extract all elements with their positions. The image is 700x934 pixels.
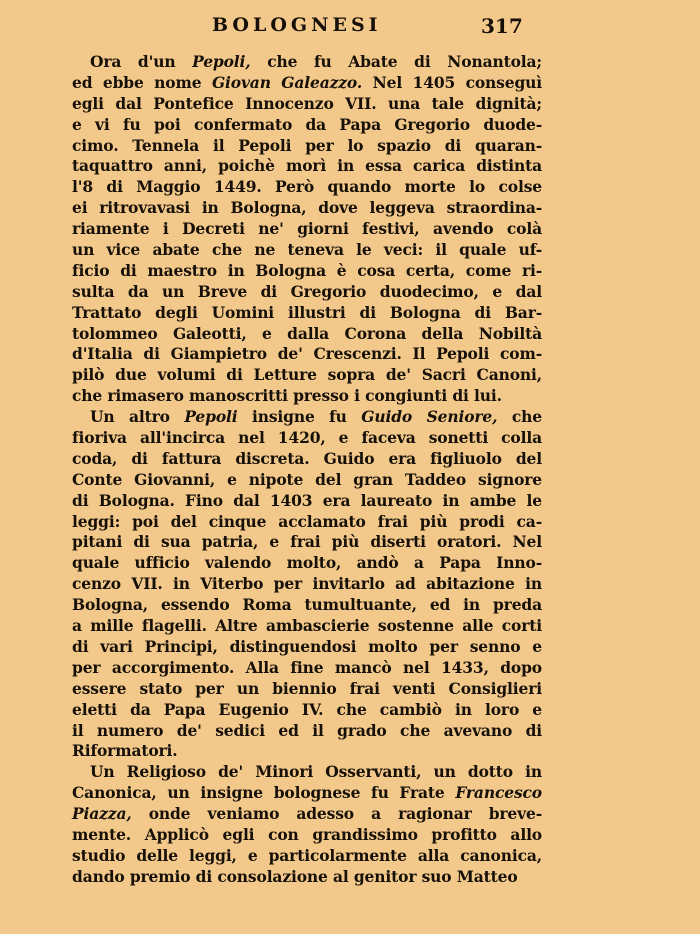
- italic-name: Francesco: [455, 783, 542, 803]
- italic-name: Giovan Galeazzo.: [211, 72, 363, 92]
- text-line: d'Italia di Giampietro de' Crescenzi. Il Pepoli com-: [72, 344, 542, 364]
- text-line: leggi: poi del cinque acclamato frai più prodi ca-: [72, 511, 542, 531]
- text-line: Un Religioso de' Minori Osservanti, un dotto in: [90, 762, 542, 782]
- text-line: e vi fu poi confermato da Papa Gregorio duode-: [72, 114, 542, 134]
- italic-name: Guido Seniore,: [361, 407, 498, 427]
- text-line: il numero de' sedici ed il grado che avevano di: [72, 720, 542, 740]
- text-line: studio delle leggi, e particolarmente alla canonica,: [72, 845, 542, 865]
- text-line: Canonica, un insigne bolognese fu Frate Francesco: [72, 783, 542, 803]
- text-line: ei ritrovavasi in Bologna, dove leggeva straordina-: [72, 198, 542, 218]
- text-line: Piazza, onde veniamo adesso a ragionar breve-: [72, 804, 542, 824]
- text-line: dando premio di consolazione al genitor suo Matteo: [72, 866, 518, 886]
- text-line: egli dal Pontefice Innocenzo VII. una tale dignità;: [72, 93, 542, 113]
- body-text: [72, 52, 542, 888]
- text-line: essere stato per un biennio frai venti Consiglieri: [72, 678, 542, 698]
- text-line: fioriva all'incirca nel 1420, e faceva sonetti colla: [72, 428, 542, 448]
- text-line: eletti da Papa Eugenio IV. che cambiò in loro e: [72, 699, 542, 719]
- text-line: Ora d'un Pepoli, che fu Abate di Nonantola;: [90, 52, 542, 71]
- text-line: ficio di maestro in Bologna è cosa certa, come ri-: [72, 260, 542, 280]
- italic-name: Pepoli: [184, 407, 238, 427]
- text-line: che rimasero manoscritti presso i congiunti di lui.: [72, 386, 502, 406]
- italic-name: Piazza,: [72, 804, 132, 824]
- text-line: Riformatori.: [72, 741, 178, 761]
- text-line: quale ufficio valendo molto, andò a Papa Inno-: [72, 553, 542, 573]
- text-line: riamente i Decreti ne' giorni festivi, avendo colà: [72, 219, 542, 239]
- text-line: pitani di sua patria, e frai più diserti oratori. Nel: [72, 532, 542, 552]
- page-number: 317: [481, 14, 523, 38]
- running-head: BOLOGNESI: [212, 14, 382, 36]
- text-line: Bologna, essendo Roma tumultuante, ed in preda: [72, 595, 542, 615]
- text-line: a mille flagelli. Altre ambascierie sostenne alle corti: [72, 616, 542, 636]
- text-line: per accorgimento. Alla fine mancò nel 1433, dopo: [72, 657, 542, 677]
- text-line: Trattato degli Uomini illustri di Bologna di Bar-: [72, 302, 542, 322]
- text-line: cimo. Tennela il Pepoli per lo spazio di quaran-: [72, 135, 542, 155]
- text-line: coda, di fattura discreta. Guido era figliuolo del: [72, 448, 542, 468]
- italic-name: Pepoli,: [192, 52, 251, 71]
- text-line: sulta da un Breve di Gregorio duodecimo, e dal: [72, 281, 542, 301]
- text-line: cenzo VII. in Viterbo per invitarlo ad abitazione in: [72, 574, 542, 594]
- text-line: taquattro anni, poichè morì in essa carica distinta: [72, 156, 542, 176]
- text-line: Conte Giovanni, e nipote del gran Taddeo signore: [72, 469, 542, 489]
- text-line: pilò due volumi di Letture sopra de' Sacri Canoni,: [72, 365, 542, 385]
- text-line: mente. Applicò egli con grandissimo profitto allo: [72, 824, 542, 844]
- text-line: l'8 di Maggio 1449. Però quando morte lo colse: [72, 177, 542, 197]
- text-line: di Bologna. Fino dal 1403 era laureato in ambe le: [72, 490, 542, 510]
- page-header: [0, 14, 700, 42]
- text-line: Un altro Pepoli insigne fu Guido Seniore, che: [90, 407, 543, 427]
- text-line: tolommeo Galeotti, e dalla Corona della Nobiltà: [72, 323, 542, 343]
- text-line: ed ebbe nome Giovan Galeazzo. Nel 1405 conseguì: [72, 72, 543, 92]
- text-line: di vari Principi, distinguendosi molto per senno e: [72, 636, 542, 656]
- text-line: un vice abate che ne teneva le veci: il quale uf-: [72, 240, 542, 260]
